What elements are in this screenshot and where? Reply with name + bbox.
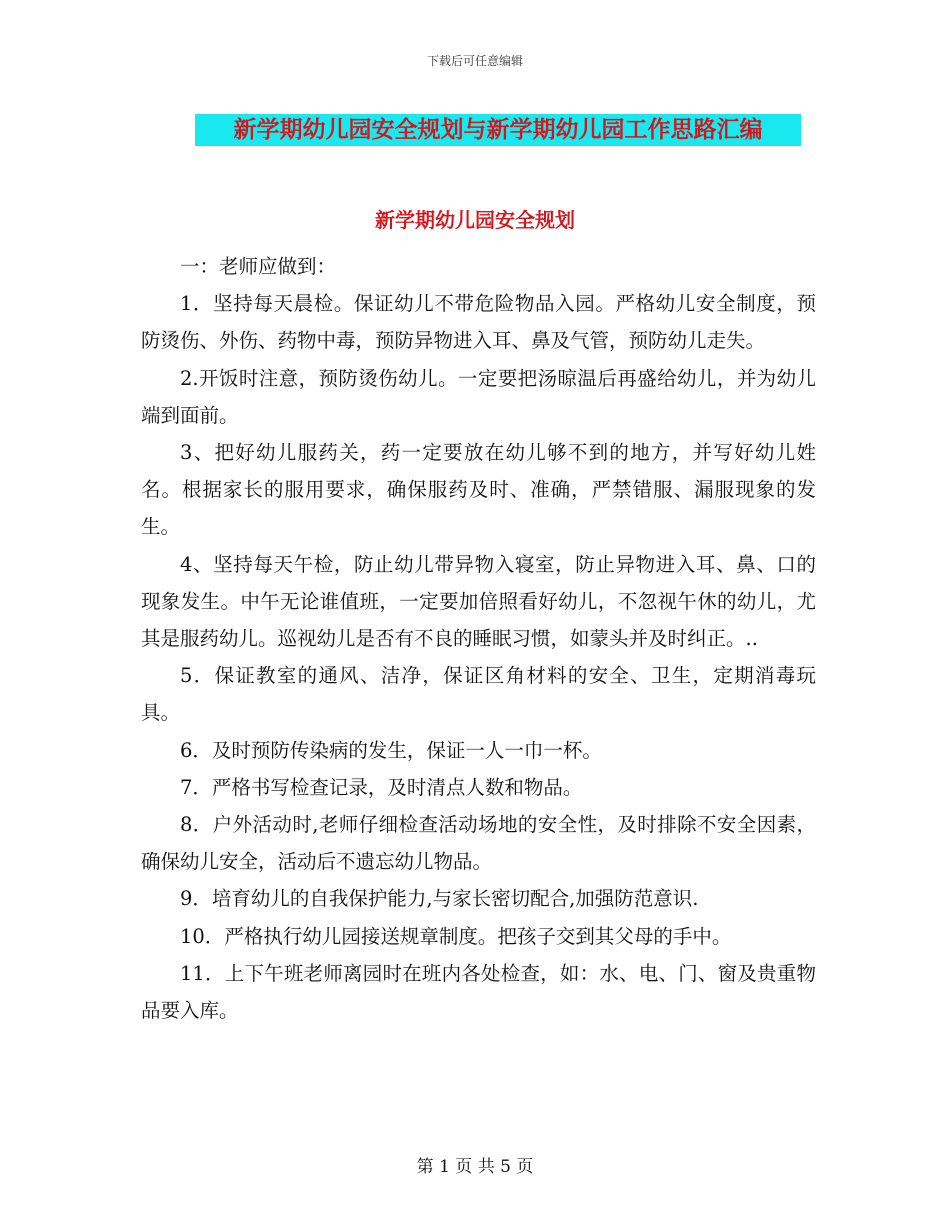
- document-body: [141, 248, 816, 1029]
- paragraph-item-3: 3、把好幼儿服药关，药一定要放在幼儿够不到的地方，并写好幼儿姓名。根据家长的服用要求，确保服药及时、准确，严禁错服、漏服现象的发生。: [141, 441, 816, 539]
- section-title: 新学期幼儿园安全规划: [375, 208, 575, 232]
- paragraph-intro: 一：老师应做到：: [180, 255, 337, 278]
- paragraph-item-9: 9．培育幼儿的自我保护能力,与家长密切配合,加强防范意识.: [180, 887, 699, 911]
- paragraph-item-6: 6．及时预防传染病的发生，保证一人一巾一杯。: [180, 738, 602, 762]
- header-note: 下载后可任意编辑: [426, 54, 523, 68]
- paragraph-item-1: 1．坚持每天晨检。保证幼儿不带危险物品入园。严格幼儿安全制度，预防烫伤、外伤、药物中毒，预防异物进入耳、鼻及气管，预防幼儿走失。: [141, 292, 816, 353]
- paragraph-item-7: 7．严格书写检查记录，及时清点人数和物品。: [180, 775, 583, 799]
- page-number-footer: 第 1 页 共 5 页: [416, 1157, 534, 1177]
- paragraph-item-10: 10．严格执行幼儿园接送规章制度。把孩子交到其父母的手中。: [180, 924, 732, 948]
- paragraph-item-5: 5．保证教室的通风、洁净，保证区角材料的安全、卫生，定期消毒玩具。: [141, 664, 816, 725]
- document-title: 新学期幼儿园安全规划与新学期幼儿园工作思路汇编: [195, 114, 801, 146]
- paragraph-item-8: 8．户外活动时,老师仔细检查活动场地的安全性，及时排除不安全因素，确保幼儿安全，活动后不遗忘幼儿物品。: [141, 813, 816, 874]
- paragraph-item-11: 11．上下午班老师离园时在班内各处检查，如：水、电、门、窗及贵重物品要入库。: [141, 961, 816, 1023]
- paragraph-item-4: 4、坚持每天午检，防止幼儿带异物入寝室，防止异物进入耳、鼻、口的现象发生。中午无论谁值班，一定要加倍照看好幼儿，不忽视午休的幼儿，尤其是服药幼儿。巡视幼儿是否有不良的睡眠习惯，如蒙头并及时纠正。..: [141, 552, 816, 651]
- paragraph-item-2: 2.开饭时注意，预防烫伤幼儿。一定要把汤晾温后再盛给幼儿，并为幼儿端到面前。: [141, 366, 816, 427]
